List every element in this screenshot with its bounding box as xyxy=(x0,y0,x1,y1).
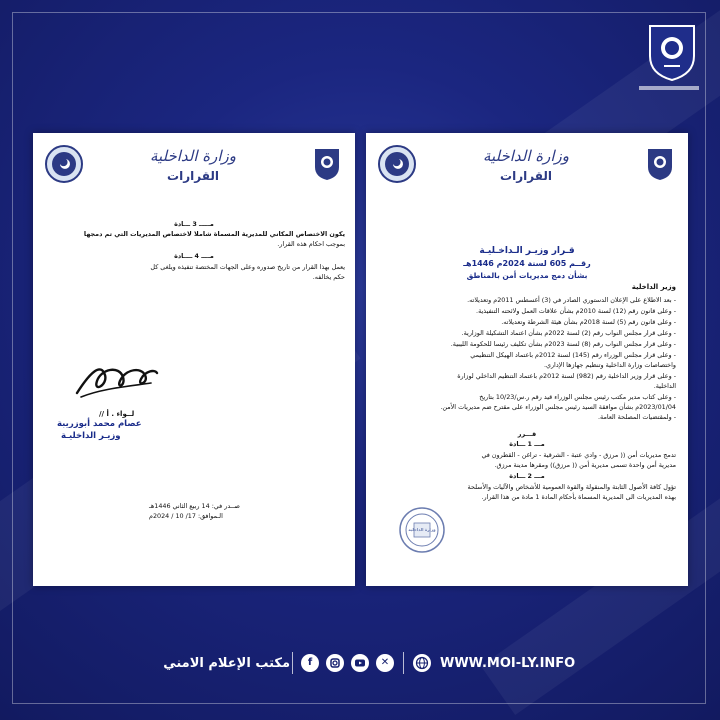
article-1-line-2: مديرية أمن واحدة تسمى مديرية أمن (( مرزق)) ومقرها مدينة مرزق. xyxy=(494,461,676,469)
preamble-line: واختصاصات وزارة الداخلية وتنظيم جهازها الإداري. xyxy=(543,361,676,369)
police-emblem-icon xyxy=(313,147,341,181)
footer-divider xyxy=(403,652,404,674)
header-ministry-title: وزارة الداخلية xyxy=(482,147,570,165)
preamble-line: الداخلية. xyxy=(653,382,676,390)
decides-heading: قـــرر xyxy=(517,430,537,438)
preamble-line: - وعلى قرار مجلس الوزراء رقم (145) لسنة 2012م باعتماد الهيكل التنظيمي xyxy=(470,351,676,359)
preamble-line: - وعلى قرار مجلس النواب رقم (2) لسنة 2022م بشأن اعتماد التشكيلة الوزارية. xyxy=(461,329,676,337)
preamble-line: - بعد الاطلاع على الإعلان الدستوري الصادر في (3) أغسطس 2011م وتعديلاته. xyxy=(467,296,676,304)
signer-title: وزيـر الداخليـة xyxy=(61,431,121,441)
article-4-line-1: يعمل بهذا القرار من تاريخ صدوره وعلى الجهات المختصة تنفيذه ويلغى كل xyxy=(150,263,345,271)
decision-title: قـرار وزيـر الـداخـليـة xyxy=(479,246,575,256)
website-link[interactable]: WWW.MOI-LY.INFO xyxy=(440,656,576,671)
article-2-heading: مـــ 2 ـــادة xyxy=(509,472,545,480)
issue-date: صــدر في: 14 ربيع الثاني 1446هـ xyxy=(149,502,240,510)
x-icon[interactable]: ✕ xyxy=(376,654,394,672)
preamble-line: - وعلى قرار مجلس النواب رقم (8) لسنة 2023م بشأن تكليف رئيسا للحكومة الليبية. xyxy=(450,340,676,348)
libya-seal-icon xyxy=(45,145,83,183)
preamble-line: - وعلى قرار وزير الداخلية رقم (982) لسنة 2012م باعتماد التنظيم الداخلي لوزارة xyxy=(457,372,676,380)
signer-name: عصام محمد أبوزريبة xyxy=(57,419,142,429)
footer-divider xyxy=(292,652,293,674)
header-decisions-label: القرارات xyxy=(167,169,219,183)
article-4-heading: مــــ 4 ــــادة xyxy=(174,252,214,260)
article-4-line-2: حكم يخالفه. xyxy=(312,273,345,281)
decision-page-continuation xyxy=(33,133,355,586)
article-2-line-2: بهذه المديريات الى المديرية المسماة بأحكام المادة 1 مادة من هذا القرار. xyxy=(481,493,676,501)
article-3-line-2: بموجب احكام هذه القرار. xyxy=(277,240,345,248)
article-3-heading: مـــــ 3 ـــادة xyxy=(174,220,214,228)
facebook-icon[interactable]: f xyxy=(301,654,319,672)
decision-subject: بشأن دمج مديريات أمن بالمناطق xyxy=(466,271,588,280)
ministry-emblem-icon xyxy=(646,22,698,82)
preamble-line: 2023/01/04م بشأن موافقة السيد رئيس مجلس الوزراء على مقترح ضم مديريات الأمن. xyxy=(440,403,676,411)
handwritten-signature xyxy=(71,353,161,401)
decision-page-main xyxy=(366,133,688,586)
article-2-line-1: تؤول كافة الأصول الثابتة والمنقولة والقوة العمومية للأشخاص والآليات والأسلحة xyxy=(467,483,676,491)
youtube-icon[interactable] xyxy=(351,654,369,672)
signer-rank: لــواء . أ // xyxy=(99,410,135,418)
decision-number: رقــم 605 لسنة 2024م 1446هـ xyxy=(463,259,591,268)
header-ministry-title: وزارة الداخلية xyxy=(149,147,237,165)
header-decisions-label: القرارات xyxy=(500,169,552,183)
corresponding-date: الـموافق: 17/ 10 / 2024م xyxy=(149,512,223,520)
preamble-line: - وعلى قانون رقم (5) لسنة 2018م بشأن هيئة الشرطة وتعديلاته. xyxy=(501,318,676,326)
issuer-minister: وزير الداخلية xyxy=(631,283,676,291)
preamble-line: - ولمقتضيات المصلحة العامة. xyxy=(598,413,676,421)
article-1-heading: مـــ 1 ـــادة xyxy=(509,440,545,448)
police-emblem-icon xyxy=(646,147,674,181)
media-office-label: مكتب الإعلام الامني xyxy=(163,656,290,671)
instagram-icon[interactable] xyxy=(326,654,344,672)
libya-seal-icon xyxy=(378,145,416,183)
article-3-line-1: يكون الاختصاص المكاني للمديرية المسماة شاملا لاختصاص المديريات التي تم دمجها xyxy=(83,230,345,238)
article-1-line-1: تدمج مديريات أمن (( مرزق - وادي عتبة - الشرقية - تراغن - القطرون في xyxy=(481,451,676,459)
ministry-emblem-caption xyxy=(626,84,712,94)
preamble-line: - وعلى كتاب مدير مكتب رئيس مجلس الوزراء قيد رقم ر.س/10/23 بتاريخ xyxy=(479,393,676,401)
globe-icon[interactable] xyxy=(413,654,431,672)
preamble-line: - وعلى قانون رقم (12) لسنة 2010م بشأن علاقات العمل ولائحته التنفيذية. xyxy=(476,307,676,315)
stamp-label: وزارة الداخلية xyxy=(408,527,436,532)
